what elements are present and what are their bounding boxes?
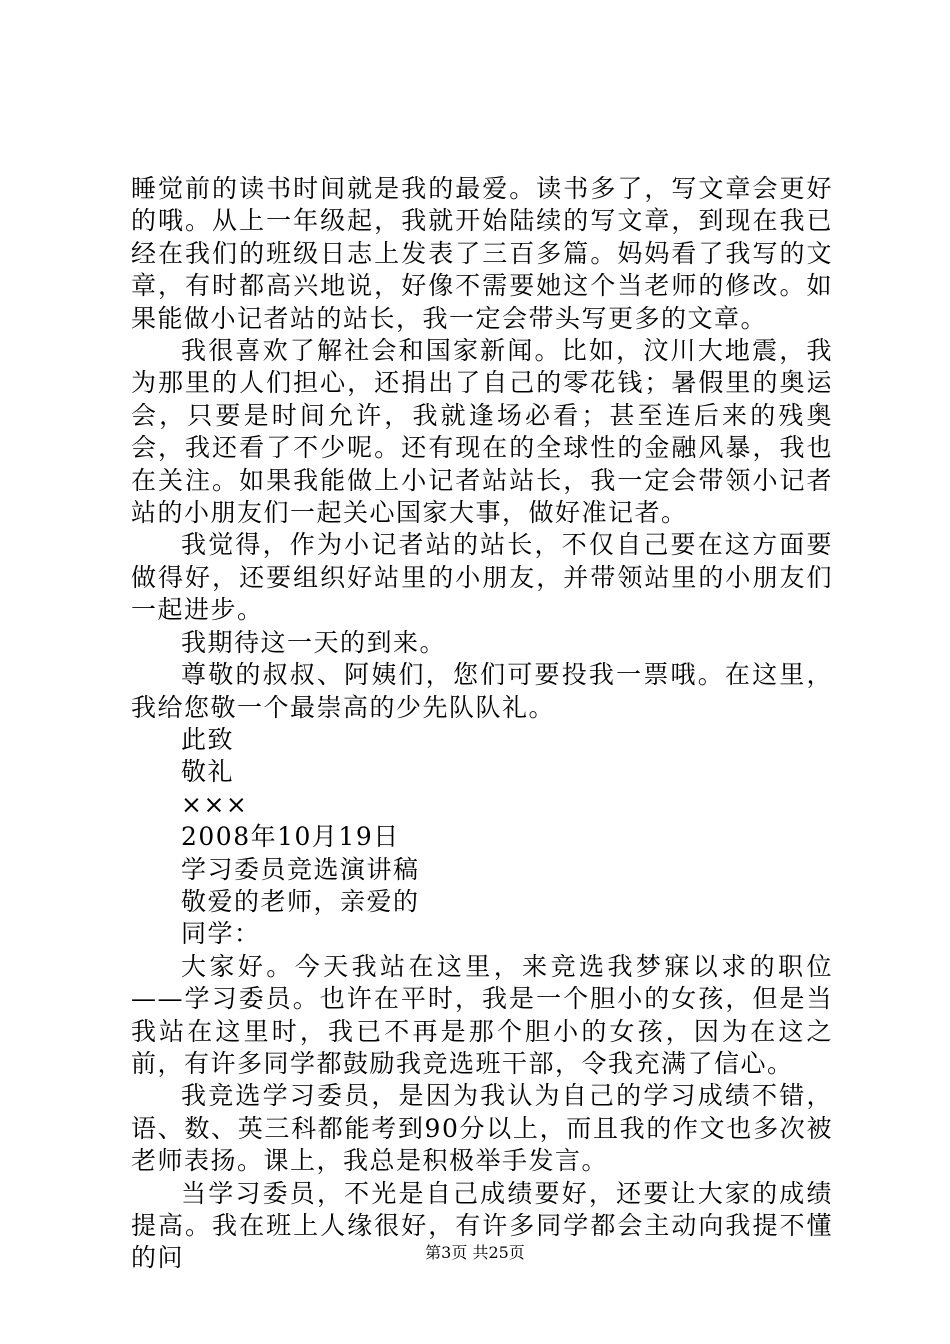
page-footer: 第3页 共25页 <box>425 1243 525 1262</box>
paragraph: 2008年10月19日 <box>181 822 400 852</box>
paragraph: ××× <box>181 789 249 819</box>
document-body <box>131 173 833 1275</box>
paragraph: 我觉得，作为小记者站的站长，不仅自己要在这方面要做得好，还要组织好站里的小朋友，并带领站里的小朋友们一起进步。 <box>131 530 833 625</box>
paragraph: 敬爱的老师，亲爱的 <box>181 886 420 916</box>
paragraph: 当学习委员，不光是自己成绩要好，还要让大家的成绩提高。我在班上人缘很好，有许多同学都会主动向我提不懂的问 <box>131 1178 833 1273</box>
paragraph: 同学： <box>181 919 261 949</box>
paragraph: 学习委员竞选演讲稿 <box>181 854 420 884</box>
paragraph: 尊敬的叔叔、阿姨们，您们可要投我一票哦。在这里，我给您敬一个最崇高的少先队队礼。 <box>131 660 833 722</box>
paragraph: 此致 <box>181 724 235 754</box>
paragraph: 睡觉前的读书时间就是我的最爱。读书多了，写文章会更好的哦。从上一年级起，我就开始陆续的写文章，到现在我已经在我们的班级日志上发表了三百多篇。妈妈看了我写的文章，有时都高兴地说，好像不需要她这个当老师的修改。如果能做小记者站的站长，我一定会带头写更多的文章。 <box>131 174 833 333</box>
paragraph: 大家好。今天我站在这里，来竞选我梦寐以求的职位——学习委员。也许在平时，我是一个胆小的女孩，但是当我站在这里时，我已不再是那个胆小的女孩，因为在这之前，有许多同学都鼓励我竞选班干部，令我充满了信心。 <box>131 951 833 1078</box>
paragraph: 我期待这一天的到来。 <box>181 627 447 657</box>
paragraph: 我很喜欢了解社会和国家新闻。比如，汶川大地震，我为那里的人们担心，还捐出了自己的零花钱；暑假里的奥运会，只要是时间允许，我就逢场必看；甚至连后来的残奥会，我还看了不少呢。还有现在的全球性的金融风暴，我也在关注。如果我能做上小记者站站长，我一定会带领小记者站的小朋友们一起关心国家大事，做好准记者。 <box>131 336 833 528</box>
paragraph: 我竞选学习委员，是因为我认为自己的学习成绩不错，语、数、英三科都能考到90分以上，而且我的作文也多次被老师表扬。课上，我总是积极举手发言。 <box>131 1081 833 1176</box>
paragraph: 敬礼 <box>181 757 235 787</box>
